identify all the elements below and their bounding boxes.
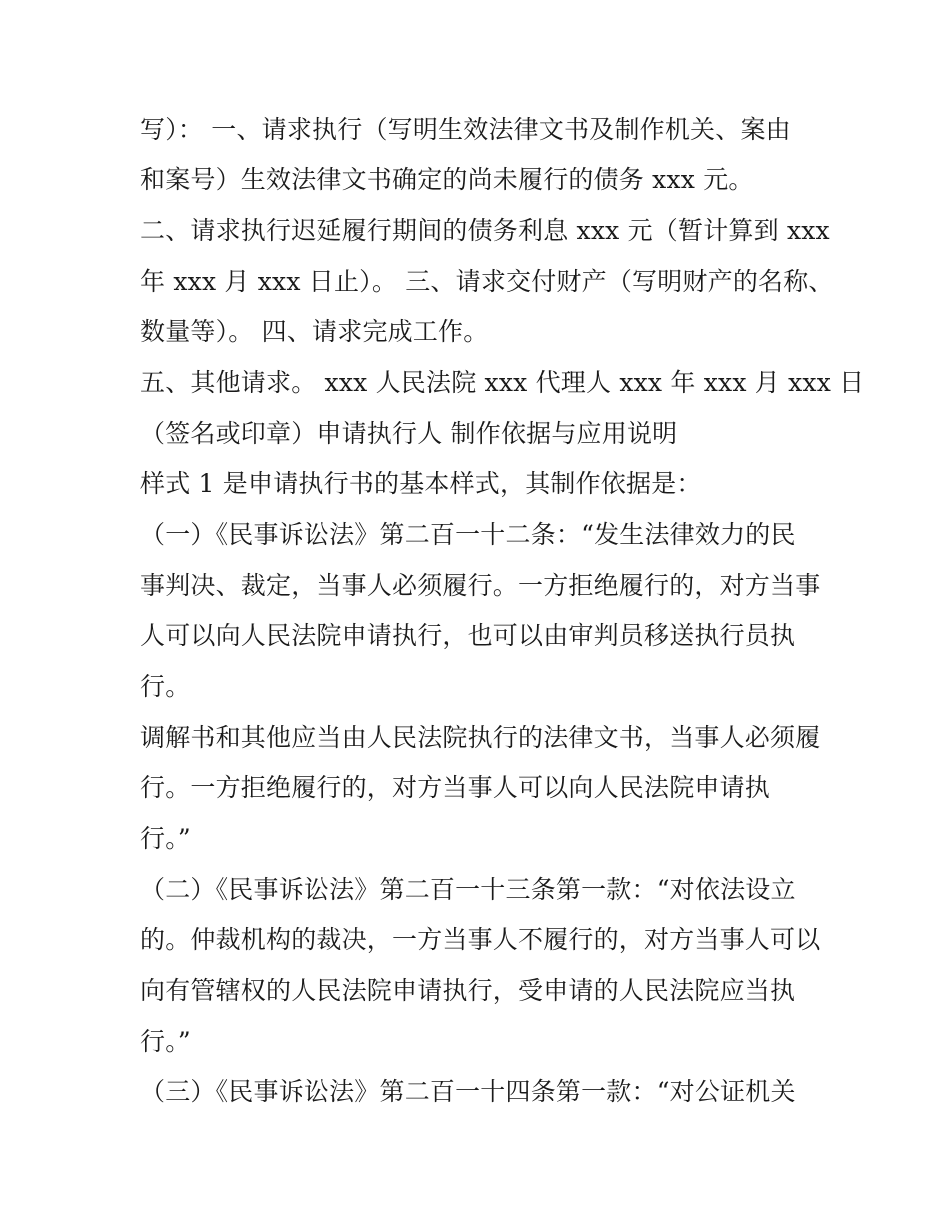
text-line: 行。” (140, 1027, 191, 1056)
text-line: 行。 (140, 672, 191, 701)
text-line: （签名或印章）申请执行人 制作依据与应用说明 (140, 419, 678, 448)
text-line: 事判决、裁定，当事人必须履行。一方拒绝履行的，对方当事 (140, 571, 821, 600)
text-line: 的。仲裁机构的裁决，一方当事人不履行的，对方当事人可以 (140, 925, 821, 954)
text-line: 二、请求执行迟延履行期间的债务利息 xxx 元（暂计算到 xxx (140, 216, 830, 245)
text-line: （三）《民事诉讼法》第二百一十四条第一款：“对公证机关 (140, 1077, 796, 1106)
text-line: 数量等）。 四、请求完成工作。 (140, 317, 489, 346)
text-line: （二）《民事诉讼法》第二百一十三条第一款：“对依法设立 (140, 875, 796, 904)
text-line: 样式 1 是申请执行书的基本样式，其制作依据是： (140, 469, 702, 498)
text-line: 行。” (140, 824, 191, 853)
text-line: 行。一方拒绝履行的，对方当事人可以向人民法院申请执 (140, 773, 771, 802)
text-line: 调解书和其他应当由人民法院执行的法律文书，当事人必须履 (140, 723, 821, 752)
text-line: 年 xxx 月 xxx 日止）。 三、请求交付财产（写明财产的名称、 (140, 267, 834, 296)
text-line: 向有管辖权的人民法院申请执行，受申请的人民法院应当执 (140, 976, 796, 1005)
text-line: 写）： 一、请求执行（写明生效法律文书及制作机关、案由 (140, 115, 791, 144)
text-line: （一）《民事诉讼法》第二百一十二条：“发生法律效力的民 (140, 520, 796, 549)
text-line: 和案号）生效法律文书确定的尚未履行的债务 xxx 元。 (140, 165, 754, 194)
text-line: 五、其他请求。 xxx 人民法院 xxx 代理人 xxx 年 xxx 月 xxx 日 (140, 368, 865, 397)
text-line: 人可以向人民法院申请执行，也可以由审判员移送执行员执 (140, 621, 796, 650)
